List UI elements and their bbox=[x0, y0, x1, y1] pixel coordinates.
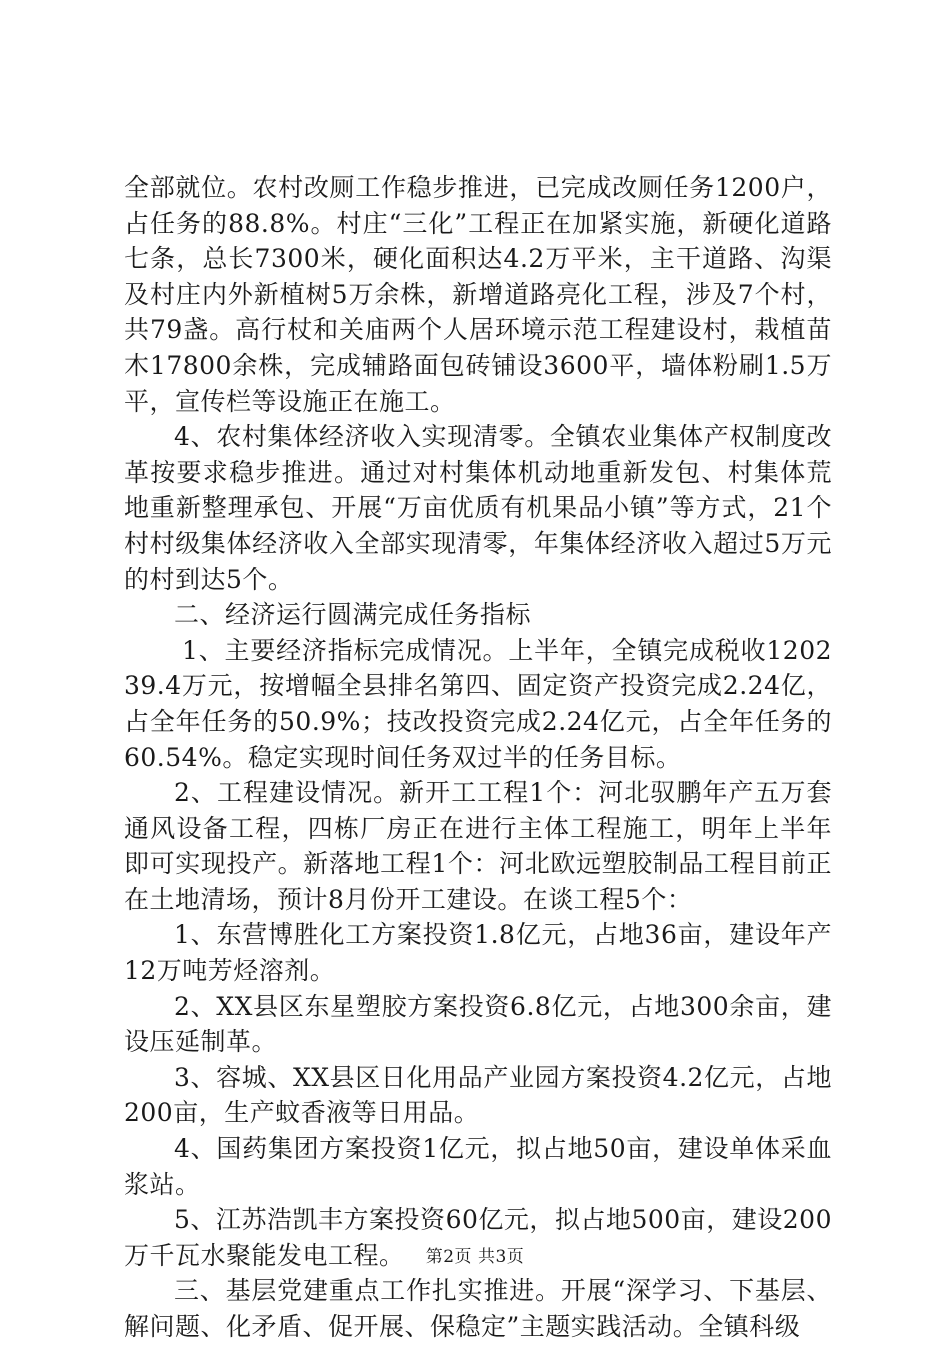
section-heading-economy: 二、经济运行圆满完成任务指标 bbox=[174, 600, 532, 630]
list-item-project-3: 3、容城、XX县区日化用品产业园方案投资4.2亿元，占地200亩，生产蚊香液等日用品。 bbox=[124, 1062, 832, 1128]
section-heading-party-building: 三、基层党建重点工作扎实推进。开展“深学习、下基层、解问题、化矛盾、促开展、保稳定”主题实践活动。全镇科级 bbox=[124, 1276, 832, 1341]
list-item-project-4: 4、国药集团方案投资1亿元，拟占地50亩，建设单体采血浆站。 bbox=[124, 1134, 832, 1199]
paragraph-project-construction: 2、工程建设情况。新开工工程1个：河北驭鹏年产五万套通风设备工程，四栋厂房正在进行主体工程施工，明年上半年即可实现投产。新落地工程1个：河北欧远塑胶制品工程目前正在土地清场，预计8月份开工建设。在谈工程5个： bbox=[124, 778, 832, 914]
document-body bbox=[124, 170, 832, 1345]
list-item-project-2: 2、XX县区东星塑胶方案投资6.8亿元，占地300余亩，建设压延制革。 bbox=[124, 991, 832, 1057]
list-item-project-1: 1、东营博胜化工方案投资1.8亿元，占地36亩，建设年产12万吨芳烃溶剂。 bbox=[124, 920, 832, 986]
paragraph-economic-indicators: 1、主要经济指标完成情况。上半年，全镇完成税收120239.4万元，按增幅全县排名第四、固定资产投资完成2.24亿，占全年任务的50.9%；技改投资完成2.24亿元，占全年任务的60.54%。稳定实现时间任务双过半的任务目标。 bbox=[124, 635, 832, 772]
page-number-footer: 第2页 共3页 bbox=[425, 1247, 525, 1267]
paragraph-rural-toilet: 全部就位。农村改厕工作稳步推进，已完成改厕任务1200户，占任务的88.8%。村庄“三化”工程正在加紧实施，新硬化道路七条，总长7300米，硬化面积达4.2万平米，主干道路、沟渠及村庄内外新植树5万余株，新增道路亮化工程，涉及7个村，共79盏。高行杖和关庙两个人居环境示范工程建设村，栽植苗木17800余株，完成辅路面包砖铺设3600平，墙体粉刷1.5万平，宣传栏等设施正在施工。 bbox=[124, 173, 832, 416]
paragraph-collective-economy: 4、农村集体经济收入实现清零。全镇农业集体产权制度改革按要求稳步推进。通过对村集体机动地重新发包、村集体荒地重新整理承包、开展“万亩优质有机果品小镇”等方式，21个村村级集体经济收入全部实现清零，年集体经济收入超过5万元的村到达5个。 bbox=[124, 422, 832, 594]
list-item-project-5: 5、江苏浩凯丰方案投资60亿元，拟占地500亩，建设200万千瓦水聚能发电工程。 bbox=[124, 1205, 832, 1270]
